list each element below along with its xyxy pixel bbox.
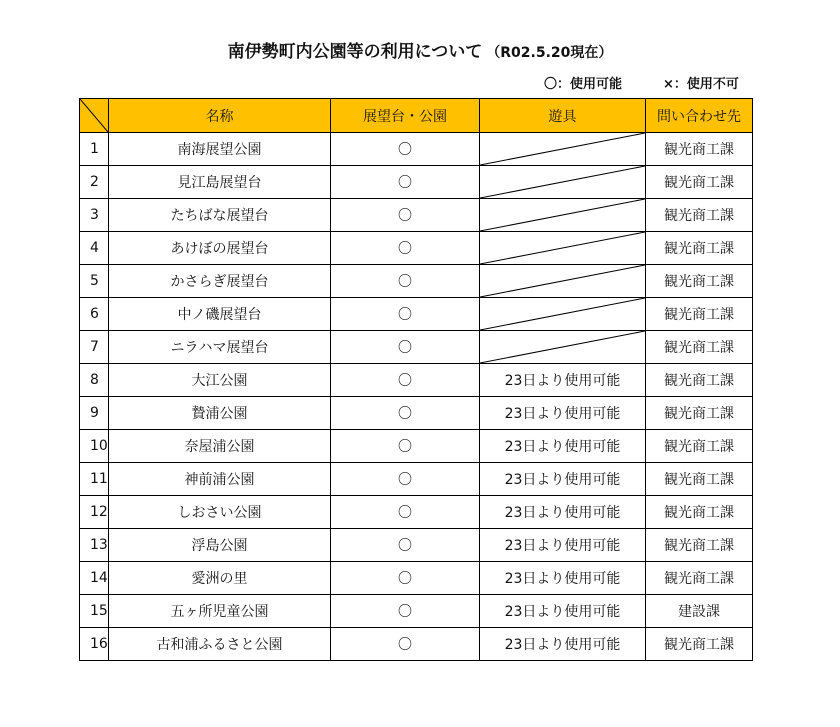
park-name: 贄浦公園: [109, 397, 331, 430]
park-name: たちばな展望台: [109, 199, 331, 232]
table-row: [80, 298, 753, 331]
playground-status: 23日より使用可能: [480, 562, 646, 595]
table-row: [80, 595, 753, 628]
table-row: [80, 562, 753, 595]
playground-status: 23日より使用可能: [480, 397, 646, 430]
table-row: [80, 331, 753, 364]
table-row: [80, 463, 753, 496]
status-mark: 〇: [331, 496, 480, 529]
playground-status: 23日より使用可能: [480, 463, 646, 496]
playground-not-applicable-cell: [480, 298, 646, 331]
table-row: [80, 133, 753, 166]
park-name: 五ヶ所児童公園: [109, 595, 331, 628]
park-name: ニラハマ展望台: [109, 331, 331, 364]
status-mark: 〇: [331, 298, 480, 331]
table-row: [80, 166, 753, 199]
row-number: 3: [80, 199, 109, 232]
playground-status: 23日より使用可能: [480, 430, 646, 463]
header-contact: 問い合わせ先: [646, 99, 753, 133]
contact-department: 観光商工課: [646, 529, 753, 562]
playground-status: 23日より使用可能: [480, 496, 646, 529]
park-name: 中ノ磯展望台: [109, 298, 331, 331]
row-number: 5: [80, 265, 109, 298]
status-mark: 〇: [331, 562, 480, 595]
row-number: 7: [80, 331, 109, 364]
park-name: かさらぎ展望台: [109, 265, 331, 298]
contact-department: 観光商工課: [646, 628, 753, 661]
status-mark: 〇: [331, 166, 480, 199]
not-applicable-diagonal-line: [480, 133, 645, 165]
playground-not-applicable-cell: [480, 331, 646, 364]
title-text: 南伊勢町内公園等の利用について: [227, 42, 483, 62]
playground-not-applicable-cell: [480, 199, 646, 232]
status-mark: 〇: [331, 397, 480, 430]
park-name: あけぼの展望台: [109, 232, 331, 265]
table-row: [80, 496, 753, 529]
row-number: 8: [80, 364, 109, 397]
status-mark: 〇: [331, 364, 480, 397]
playground-status: 23日より使用可能: [480, 628, 646, 661]
contact-department: 観光商工課: [646, 496, 753, 529]
status-mark: 〇: [331, 199, 480, 232]
park-name: 愛洲の里: [109, 562, 331, 595]
status-mark: 〇: [331, 133, 480, 166]
table-row: [80, 430, 753, 463]
table-row: [80, 397, 753, 430]
status-mark: 〇: [331, 430, 480, 463]
row-number: 10: [80, 430, 109, 463]
park-usage-table: [79, 98, 753, 661]
row-number: 2: [80, 166, 109, 199]
park-name: 見江島展望台: [109, 166, 331, 199]
legend-available: 〇：使用可能: [544, 77, 623, 92]
contact-department: 観光商工課: [646, 463, 753, 496]
row-number: 4: [80, 232, 109, 265]
status-mark: 〇: [331, 265, 480, 298]
not-applicable-diagonal-line: [480, 166, 645, 198]
header-row: [80, 99, 753, 133]
contact-department: 観光商工課: [646, 133, 753, 166]
contact-department: 観光商工課: [646, 397, 753, 430]
row-number: 16: [80, 628, 109, 661]
not-applicable-diagonal-line: [480, 298, 645, 330]
status-mark: 〇: [331, 595, 480, 628]
contact-department: 観光商工課: [646, 430, 753, 463]
contact-department: 観光商工課: [646, 562, 753, 595]
not-applicable-diagonal-line: [480, 232, 645, 264]
header-playground: 遊具: [480, 99, 646, 133]
header-observatory-park: 展望台・公園: [331, 99, 480, 133]
contact-department: 観光商工課: [646, 298, 753, 331]
playground-not-applicable-cell: [480, 265, 646, 298]
status-mark: 〇: [331, 463, 480, 496]
not-applicable-diagonal-line: [480, 331, 645, 363]
row-number: 1: [80, 133, 109, 166]
row-number: 11: [80, 463, 109, 496]
status-mark: 〇: [331, 331, 480, 364]
as-of-date: （R02.5.20現在）: [486, 45, 613, 61]
playground-status: 23日より使用可能: [480, 595, 646, 628]
table-row: [80, 265, 753, 298]
row-number: 12: [80, 496, 109, 529]
playground-not-applicable-cell: [480, 166, 646, 199]
table-row: [80, 364, 753, 397]
row-number: 15: [80, 595, 109, 628]
table-row: [80, 199, 753, 232]
table-row: [80, 232, 753, 265]
corner-diagonal-line: [80, 99, 108, 132]
status-mark: 〇: [331, 628, 480, 661]
table-row: [80, 529, 753, 562]
contact-department: 観光商工課: [646, 199, 753, 232]
playground-not-applicable-cell: [480, 232, 646, 265]
corner-header-cell: [80, 99, 109, 133]
playground-status: 23日より使用可能: [480, 364, 646, 397]
park-name: 南海展望公園: [109, 133, 331, 166]
playground-not-applicable-cell: [480, 133, 646, 166]
contact-department: 観光商工課: [646, 364, 753, 397]
contact-department: 観光商工課: [646, 265, 753, 298]
contact-department: 建設課: [646, 595, 753, 628]
not-applicable-diagonal-line: [480, 265, 645, 297]
table-row: [80, 628, 753, 661]
park-name: しおさい公園: [109, 496, 331, 529]
row-number: 14: [80, 562, 109, 595]
park-name: 奈屋浦公園: [109, 430, 331, 463]
park-name: 大江公園: [109, 364, 331, 397]
park-name: 神前浦公園: [109, 463, 331, 496]
row-number: 9: [80, 397, 109, 430]
row-number: 6: [80, 298, 109, 331]
row-number: 13: [80, 529, 109, 562]
park-name: 古和浦ふるさと公園: [109, 628, 331, 661]
status-mark: 〇: [331, 232, 480, 265]
park-name: 浮島公園: [109, 529, 331, 562]
contact-department: 観光商工課: [646, 232, 753, 265]
header-name: 名称: [109, 99, 331, 133]
legend-unavailable: ×：使用不可: [663, 77, 739, 92]
playground-status: 23日より使用可能: [480, 529, 646, 562]
page-title: [0, 37, 840, 62]
status-mark: 〇: [331, 529, 480, 562]
contact-department: 観光商工課: [646, 166, 753, 199]
not-applicable-diagonal-line: [480, 199, 645, 231]
contact-department: 観光商工課: [646, 331, 753, 364]
